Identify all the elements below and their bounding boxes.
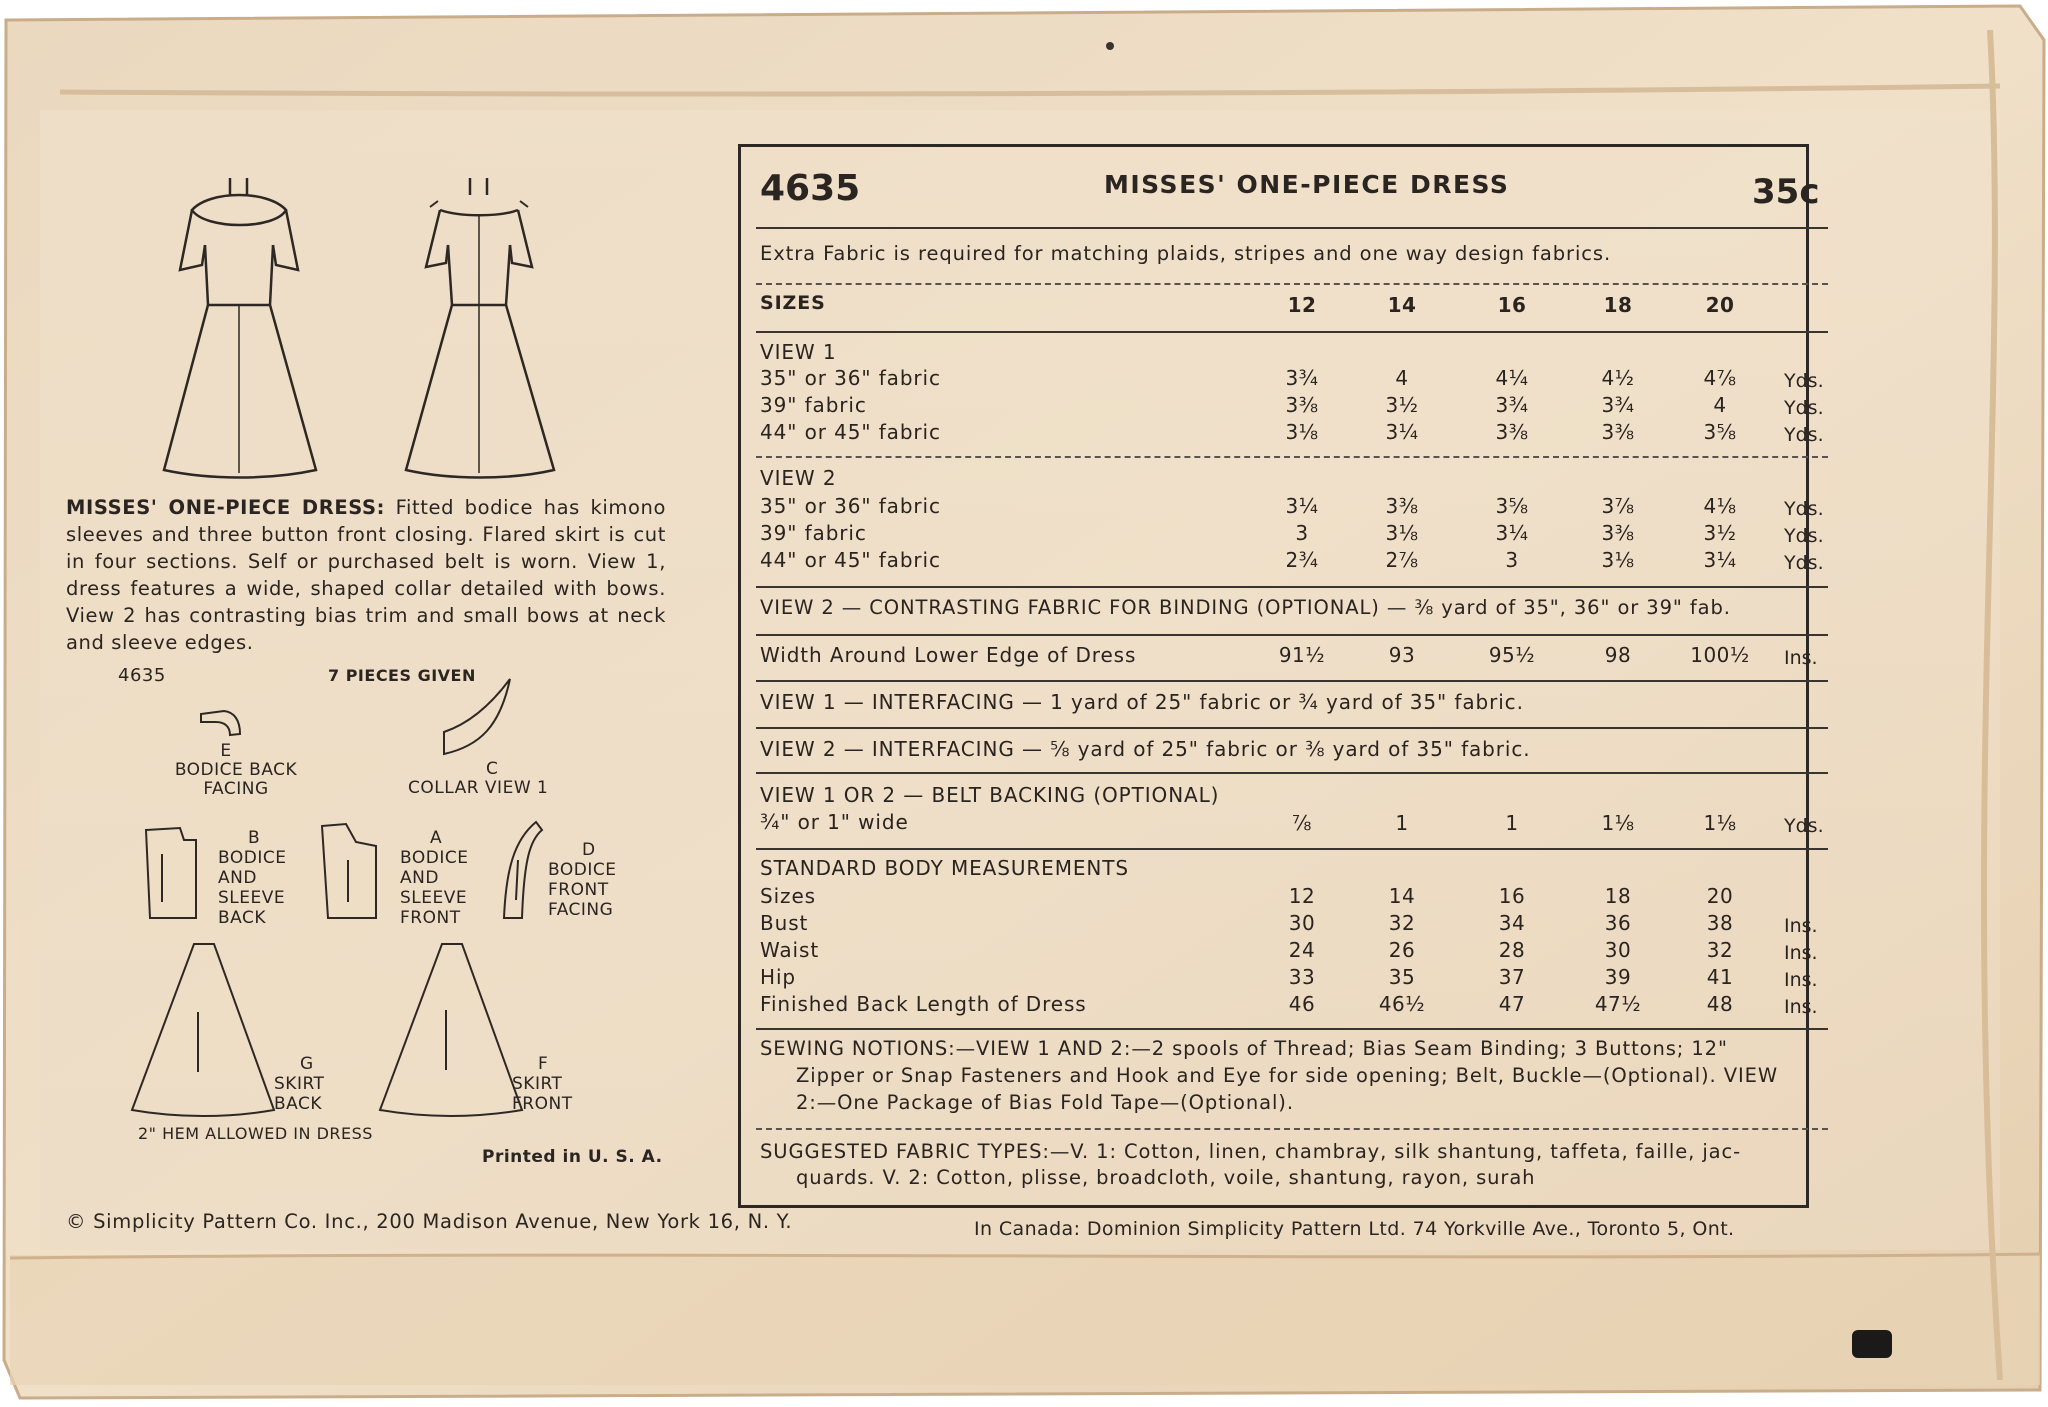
rule [756,227,1828,229]
table-cell: 4⅛ [1703,494,1737,518]
table-cell: 3½ [1703,521,1737,545]
interfacing-view1: VIEW 1 — INTERFACING — 1 yard of 25" fabric or ¾ yard of 35" fabric. [760,690,1524,714]
table-cell: 3¼ [1285,494,1319,518]
table-cell: 4¼ [1495,366,1529,390]
table-cell: 39 [1604,965,1632,989]
notions-line-3: 2:—One Package of Bias Fold Tape—(Optional). [796,1091,1294,1114]
pattern-price: 35c [1752,172,1820,212]
piece-g-shape [128,940,278,1120]
rule [756,1028,1828,1030]
table-cell: 32 [1388,911,1416,935]
pieces-count-label: 7 PIECES GIVEN [328,666,476,685]
table-cell: 38 [1706,911,1734,935]
table-cell: 16 [1498,884,1526,908]
table-cell: 3¾ [1285,366,1319,390]
row-label: Bust [760,911,809,935]
table-cell: 3¼ [1703,548,1737,572]
rule [756,586,1828,588]
piece-f-shape [376,940,526,1120]
table-cell: 95½ [1488,643,1536,667]
table-cell: 91½ [1278,643,1326,667]
hem-note: 2" HEM ALLOWED IN DRESS [138,1124,373,1143]
table-cell: 48 [1706,992,1734,1016]
table-cell: 3 [1505,548,1519,572]
row-label: 35" or 36" fabric [760,494,941,518]
table-cell: 93 [1388,643,1416,667]
table-cell: 36 [1604,911,1632,935]
unit-label: Yds. [1784,498,1824,520]
fabric-types-line-2: quards. V. 2: Cotton, plisse, broadcloth, voile, shantung, rayon, surah [796,1166,1536,1189]
table-cell: 3⅜ [1601,521,1635,545]
description-body: Fitted bodice has kimono sleeves and three button front closing. Flared skirt is cut in four sections. Self or purchased belt is worn. View 1, dress features a wide, shaped collar detailed with bows. View 2 has contrasting bias trim and small bows at neck and sleeve edges. [66,496,666,654]
table-cell: 1 [1505,811,1519,835]
row-label: Sizes [760,884,816,908]
table-cell: 4½ [1601,366,1635,390]
table-cell: 46 [1288,992,1316,1016]
unit-label: Ins. [1784,996,1818,1018]
width-label: Width Around Lower Edge of Dress [760,643,1137,667]
row-label: Finished Back Length of Dress [760,992,1087,1016]
table-cell: 20 [1706,884,1734,908]
unit-label: Yds. [1784,397,1824,419]
row-label: 44" or 45" fabric [760,420,941,444]
piece-e-shape [198,708,244,738]
table-cell: 37 [1498,965,1526,989]
dress-view-1-illustration [150,175,330,480]
table-cell: 2¾ [1285,548,1319,572]
table-cell: 24 [1288,938,1316,962]
table-cell: 18 [1604,884,1632,908]
unit-label: Ins. [1784,647,1818,669]
table-cell: 1⅛ [1703,811,1737,835]
rule [756,727,1828,729]
row-label: 44" or 45" fabric [760,548,941,572]
table-cell: 3⅜ [1385,494,1419,518]
table-cell: 14 [1387,293,1417,317]
unit-label: Yds. [1784,552,1824,574]
table-cell: 46½ [1378,992,1426,1016]
table-cell: 12 [1288,884,1316,908]
rule [756,283,1828,285]
piece-b-shape [140,826,202,922]
table-cell: 3⅛ [1285,420,1319,444]
unit-label: Yds. [1784,370,1824,392]
row-label: 35" or 36" fabric [760,366,941,390]
table-cell: 1 [1395,811,1409,835]
table-cell: 41 [1706,965,1734,989]
table-cell: 14 [1388,884,1416,908]
unit-label: Ins. [1784,942,1818,964]
table-cell: 18 [1603,293,1633,317]
rule [756,680,1828,682]
table-cell: 3⅛ [1601,548,1635,572]
table-cell: 4 [1395,366,1409,390]
table-cell: 30 [1604,938,1632,962]
table-cell: 20 [1705,293,1735,317]
row-label: Waist [760,938,820,962]
pattern-number: 4635 [760,168,861,209]
row-label: Hip [760,965,796,989]
piece-g-label: G SKIRT BACK [274,1054,325,1114]
notions-line-2: Zipper or Snap Fasteners and Hook and Eye for side opening; Belt, Buckle—(Optional). VIEW [796,1064,1779,1087]
unit-label: Ins. [1784,915,1818,937]
table-cell: 3½ [1385,393,1419,417]
extra-fabric-note: Extra Fabric is required for matching plaids, stripes and one way design fabrics. [760,242,1612,265]
table-cell: 33 [1288,965,1316,989]
piece-c-label: C COLLAR VIEW 1 [408,759,549,798]
table-cell: 2⅞ [1385,548,1419,572]
pattern-title: MISSES' ONE-PIECE DRESS [1104,170,1510,199]
belt-sub: ¾" or 1" wide [760,810,909,834]
rule [756,331,1828,333]
belt-label: VIEW 1 OR 2 — BELT BACKING (OPTIONAL) [760,783,1220,807]
sizes-label: SIZES [760,292,826,314]
table-cell: 3⅞ [1601,494,1635,518]
table-cell: 3⅜ [1601,420,1635,444]
rule [756,772,1828,774]
piece-a-shape [316,822,382,922]
dress-view-2-illustration [390,175,570,480]
printed-in-usa: Printed in U. S. A. [482,1147,663,1167]
table-cell: 3⅛ [1385,521,1419,545]
view1-label: VIEW 1 [760,340,837,364]
pieces-pattern-number: 4635 [118,665,166,686]
table-cell: 3¼ [1385,420,1419,444]
piece-b-label: B BODICE AND SLEEVE BACK [218,828,287,928]
dress-description [66,494,666,656]
table-cell: 16 [1497,293,1527,317]
piece-a-label: A BODICE AND SLEEVE FRONT [400,828,469,928]
table-cell: 3⅝ [1703,420,1737,444]
table-cell: 26 [1388,938,1416,962]
canada-line: In Canada: Dominion Simplicity Pattern Ltd. 74 Yorkville Ave., Toronto 5, Ont. [974,1218,1735,1240]
view2-label: VIEW 2 [760,466,837,490]
table-cell: 34 [1498,911,1526,935]
table-cell: 12 [1287,293,1317,317]
piece-f-label: F SKIRT FRONT [512,1054,573,1114]
table-cell: 32 [1706,938,1734,962]
table-cell: 3⅜ [1285,393,1319,417]
table-cell: 47 [1498,992,1526,1016]
table-cell: 30 [1288,911,1316,935]
measurements-label: STANDARD BODY MEASUREMENTS [760,856,1129,880]
row-label: 39" fabric [760,393,867,417]
table-cell: ⅞ [1292,811,1312,835]
rule [756,456,1828,458]
fabric-types-line-1: SUGGESTED FABRIC TYPES:—V. 1: Cotton, linen, chambray, silk shantung, taffeta, faille, jac- [760,1140,1742,1163]
piece-c-shape [440,676,520,760]
table-cell: 98 [1604,643,1632,667]
row-label: 39" fabric [760,521,867,545]
table-cell: 28 [1498,938,1526,962]
description-heading: MISSES' ONE-PIECE DRESS: [66,496,386,519]
table-cell: 35 [1388,965,1416,989]
unit-label: Yds. [1784,815,1824,837]
unit-label: Yds. [1784,424,1824,446]
table-cell: 3⅜ [1495,420,1529,444]
binding-row: VIEW 2 — CONTRASTING FABRIC FOR BINDING (OPTIONAL) — ⅜ yard of 35", 36" or 39" fab. [760,596,1731,619]
piece-e-label: E BODICE BACK FACING [174,741,298,799]
table-cell: 47½ [1594,992,1642,1016]
rule [756,634,1828,636]
table-cell: 4⅞ [1703,366,1737,390]
interfacing-view2: VIEW 2 — INTERFACING — ⅝ yard of 25" fabric or ⅜ yard of 35" fabric. [760,737,1531,761]
copyright-line: © Simplicity Pattern Co. Inc., 200 Madison Avenue, New York 16, N. Y. [66,1210,793,1233]
piece-d-label: D BODICE FRONT FACING [548,840,617,920]
table-cell: 100½ [1690,643,1750,667]
rule [756,1128,1828,1130]
table-cell: 1⅛ [1601,811,1635,835]
piece-d-shape [500,820,546,922]
rule [756,848,1828,850]
unit-label: Yds. [1784,525,1824,547]
table-cell: 3¼ [1495,521,1529,545]
unit-label: Ins. [1784,969,1818,991]
table-cell: 3¾ [1495,393,1529,417]
notions-line-1: SEWING NOTIONS:—VIEW 1 AND 2:—2 spools of Thread; Bias Seam Binding; 3 Buttons; 12" [760,1037,1728,1060]
table-cell: 3¾ [1601,393,1635,417]
table-cell: 3⅝ [1495,494,1529,518]
table-cell: 3 [1295,521,1309,545]
table-cell: 4 [1713,393,1727,417]
